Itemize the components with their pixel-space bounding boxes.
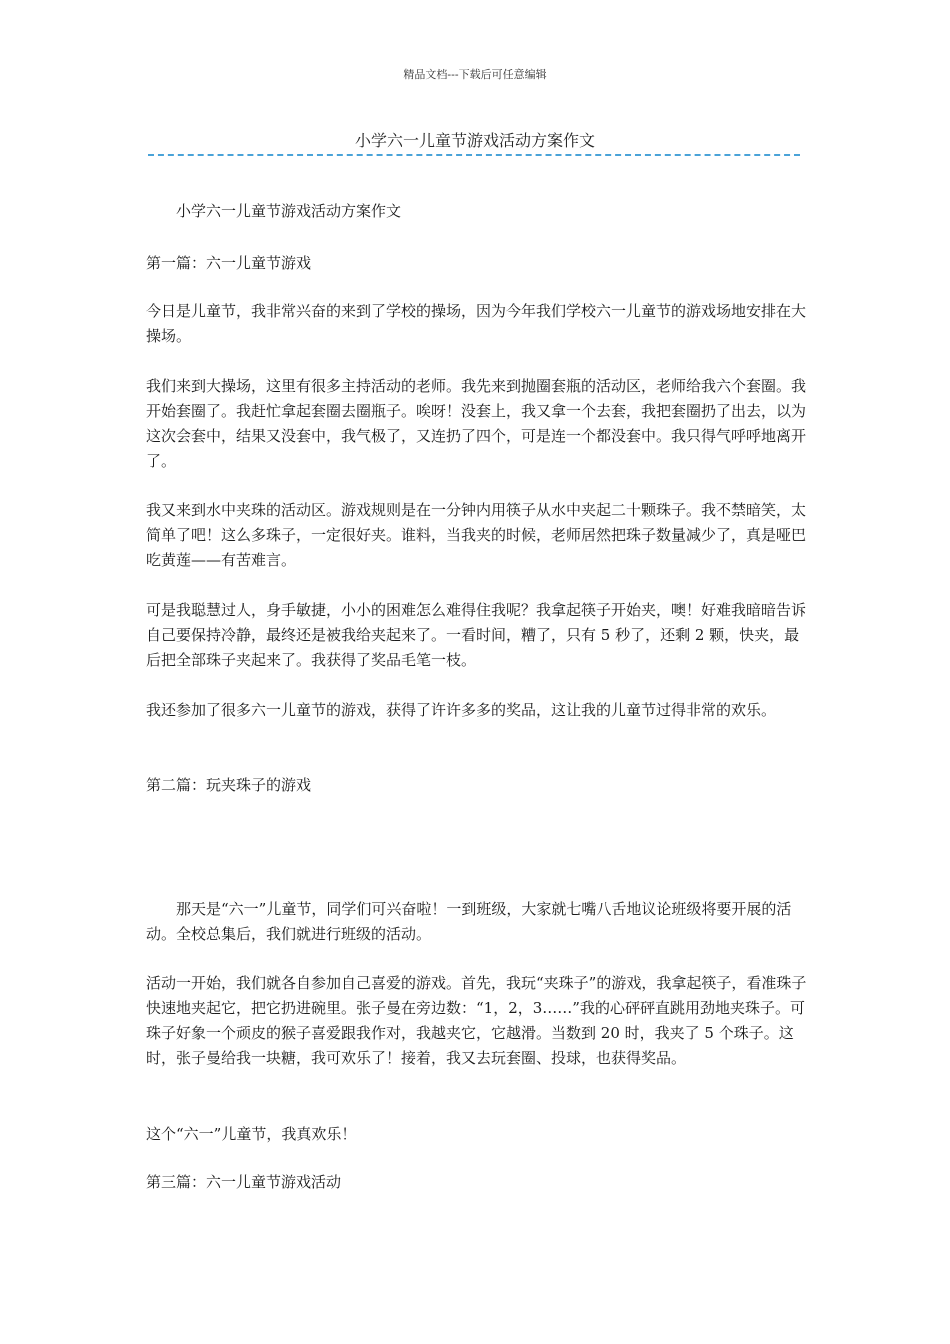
section-heading-1: 第一篇：六一儿童节游戏 (146, 254, 312, 272)
header-note: 精品文档---下载后可任意编辑 (403, 68, 547, 81)
paragraph-3: 我又来到水中夹珠的活动区。游戏规则是在一分钟内用筷子从水中夹起二十颗珠子。我不禁暗笑，太简单了吧！这么多珠子，一定很好夹。谁料，当我夹的时候，老师居然把珠子数量减少了，真是哑巴吃黄莲——有苦难言。 (146, 501, 807, 569)
paragraph-2: 我们来到大操场，这里有很多主持活动的老师。我先来到抛圈套瓶的活动区，老师给我六个套圈。我开始套圈了。我赶忙拿起套圈去圈瓶子。唉呀！没套上，我又拿一个去套，我把套圈扔了出去，以为这次会套中，结果又没套中，我气极了，又连扔了四个，可是连一个都没套中。我只得气呼呼地离开了。 (146, 377, 807, 470)
paragraph-1: 今日是儿童节，我非常兴奋的来到了学校的操场，因为今年我们学校六一儿童节的游戏场地安排在大操场。 (146, 302, 807, 345)
title-divider (148, 154, 800, 156)
article-subtitle: 小学六一儿童节游戏活动方案作文 (176, 202, 402, 220)
document-title: 小学六一儿童节游戏活动方案作文 (354, 131, 595, 150)
paragraph-6: 那天是“六一”儿童节，同学们可兴奋啦！一到班级，大家就七嘴八舌地议论班级将要开展的活动。全校总集后，我们就进行班级的活动。 (146, 900, 792, 943)
paragraph-4: 可是我聪慧过人，身手敏捷，小小的困难怎么难得住我呢？我拿起筷子开始夹，噢！好难我暗暗告诉自己要保持冷静，最终还是被我给夹起来了。一看时间，糟了，只有 5 秒了，还剩 2 颗，快夹，最后把全部珠子夹起来了。我获得了奖品毛笔一枝。 (146, 601, 807, 669)
paragraph-8: 这个“六一”儿童节，我真欢乐！ (146, 1125, 357, 1143)
paragraph-5: 我还参加了很多六一儿童节的游戏，获得了许许多多的奖品，这让我的儿童节过得非常的欢乐。 (146, 701, 777, 719)
paragraph-7: 活动一开始，我们就各自参加自己喜爱的游戏。首先，我玩“夹珠子”的游戏，我拿起筷子，看准珠子快速地夹起它，把它扔进碗里。张子曼在旁边数：“1，2，3……”我的心砰砰直跳用劲地夹珠子。可珠子好象一个顽皮的猴子喜爱跟我作对，我越夹它，它越滑。当数到 20 时，我夹了 5 个珠子。这时，张子曼给我一块糖，我可欢乐了！接着，我又去玩套圈、投球，也获得奖品。 (146, 974, 807, 1067)
section-heading-2: 第二篇：玩夹珠子的游戏 (146, 776, 312, 794)
section-heading-3: 第三篇：六一儿童节游戏活动 (146, 1173, 342, 1191)
